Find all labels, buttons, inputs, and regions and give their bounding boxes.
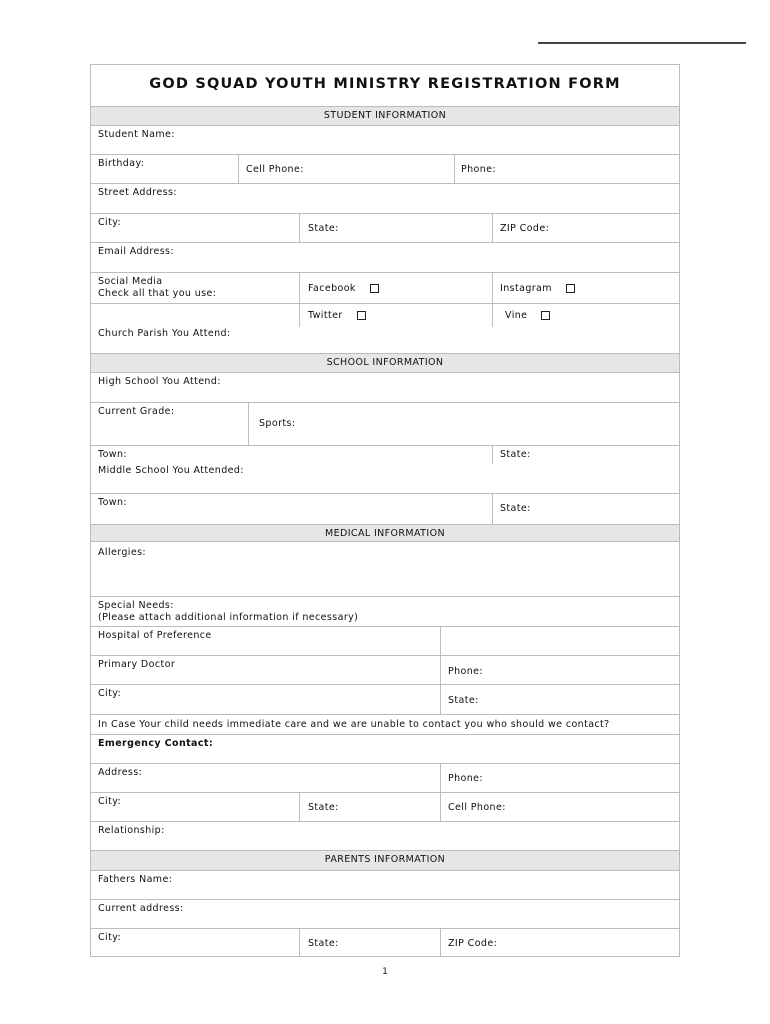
row-emergency-contact[interactable]	[91, 735, 679, 764]
doctor-label: Primary Doctor	[98, 659, 176, 670]
registration-form	[90, 64, 680, 957]
school-state-field[interactable]	[492, 446, 681, 464]
emergency-address-field[interactable]	[91, 764, 440, 792]
parent-zip-label: ZIP Code:	[448, 938, 498, 949]
social-label-cell	[91, 273, 299, 303]
row-grade	[91, 403, 679, 446]
row-email[interactable]	[91, 243, 679, 273]
doctor-phone-field[interactable]	[440, 656, 681, 684]
emergency-question: In Case Your child needs immediate care and we are unable to contact you who should we contact?	[98, 719, 610, 730]
sports-label: Sports:	[259, 418, 296, 429]
emergency-cell-field[interactable]	[440, 793, 681, 821]
twitter-checkbox[interactable]	[357, 311, 366, 320]
row-street[interactable]	[91, 184, 679, 214]
hospital-label: Hospital of Preference	[98, 630, 212, 641]
row-student-name[interactable]	[91, 126, 679, 155]
medical-state-field[interactable]	[440, 685, 681, 714]
grade-field[interactable]	[91, 403, 248, 445]
row-high-school[interactable]	[91, 373, 679, 403]
state-label: State:	[308, 223, 339, 234]
current-address-label: Current address:	[98, 903, 184, 914]
emergency-city-field[interactable]	[91, 793, 299, 821]
sports-field[interactable]	[248, 403, 681, 445]
section-student-title: STUDENT INFORMATION	[323, 110, 447, 121]
row-parent-city	[91, 929, 679, 957]
birthday-label: Birthday:	[98, 158, 145, 169]
social-sublabel: Check all that you use:	[98, 288, 217, 299]
instagram-cell	[492, 273, 681, 303]
row-relationship[interactable]	[91, 822, 679, 851]
row-town	[91, 446, 679, 464]
emergency-state-field[interactable]	[299, 793, 440, 821]
phone-label: Phone:	[461, 164, 497, 175]
twitter-cell	[299, 304, 492, 327]
zip-field[interactable]	[492, 214, 681, 242]
instagram-checkbox[interactable]	[566, 284, 575, 293]
row-allergies[interactable]	[91, 542, 679, 597]
facebook-cell	[299, 273, 492, 303]
row-social-2	[91, 304, 679, 327]
emergency-state-label: State:	[308, 802, 339, 813]
social-label: Social Media	[98, 276, 163, 287]
emergency-phone-field[interactable]	[440, 764, 681, 792]
state2-label: State:	[500, 503, 531, 514]
row-hospital	[91, 627, 679, 656]
birthday-field[interactable]	[91, 155, 238, 183]
emergency-city-label: City:	[98, 796, 122, 807]
emergency-address-label: Address:	[98, 767, 143, 778]
row-current-address[interactable]	[91, 900, 679, 929]
city-label: City:	[98, 217, 122, 228]
row-social-1	[91, 273, 679, 304]
street-label: Street Address:	[98, 187, 177, 198]
emergency-contact-label: Emergency Contact:	[98, 738, 214, 749]
cell-phone-label: Cell Phone:	[246, 164, 304, 175]
doctor-field[interactable]	[91, 656, 440, 684]
medical-state-label: State:	[448, 695, 479, 706]
allergies-label: Allergies:	[98, 547, 147, 558]
parent-city-label: City:	[98, 932, 122, 943]
school-state-label: State:	[500, 449, 531, 460]
relationship-label: Relationship:	[98, 825, 165, 836]
medical-city-label: City:	[98, 688, 122, 699]
town2-label: Town:	[98, 497, 127, 508]
parent-zip-field[interactable]	[440, 929, 681, 957]
vine-label: Vine	[505, 310, 528, 321]
emergency-cell-label: Cell Phone:	[448, 802, 506, 813]
section-parents-header	[91, 851, 679, 871]
state2-field[interactable]	[492, 494, 681, 524]
parent-city-field[interactable]	[91, 929, 299, 957]
special-needs-label: Special Needs:	[98, 600, 174, 611]
zip-label: ZIP Code:	[500, 223, 550, 234]
vine-cell	[492, 304, 681, 327]
special-needs-note: (Please attach additional information if necessary)	[98, 612, 359, 623]
row-medical-city	[91, 685, 679, 715]
father-label: Fathers Name:	[98, 874, 173, 885]
state-field[interactable]	[299, 214, 492, 242]
row-birthday	[91, 155, 679, 184]
hospital-extra-cell[interactable]	[440, 627, 681, 655]
row-special-needs[interactable]	[91, 597, 679, 627]
medical-city-field[interactable]	[91, 685, 440, 714]
page-number: 1	[382, 967, 388, 977]
signature-line	[538, 42, 746, 44]
parent-state-field[interactable]	[299, 929, 440, 957]
emergency-phone-label: Phone:	[448, 773, 484, 784]
section-medical-header	[91, 524, 679, 542]
city-field[interactable]	[91, 214, 299, 242]
hospital-field[interactable]	[91, 627, 440, 655]
row-doctor	[91, 656, 679, 685]
row-city	[91, 214, 679, 243]
twitter-label: Twitter	[308, 310, 343, 321]
vine-checkbox[interactable]	[541, 311, 550, 320]
row-emergency-address	[91, 764, 679, 793]
student-name-label: Student Name:	[98, 129, 175, 140]
instagram-label: Instagram	[500, 283, 552, 294]
parent-state-label: State:	[308, 938, 339, 949]
middle-school-label: Middle School You Attended:	[98, 465, 244, 476]
town-field[interactable]	[91, 446, 492, 464]
town-label: Town:	[98, 449, 127, 460]
email-label: Email Address:	[98, 246, 175, 257]
doctor-phone-label: Phone:	[448, 666, 484, 677]
town2-field[interactable]	[91, 494, 492, 524]
row-town-2	[91, 494, 679, 524]
row-father[interactable]	[91, 871, 679, 900]
row-middle-school[interactable]	[91, 464, 679, 494]
row-emergency-question	[91, 715, 679, 735]
form-title: GOD SQUAD YOUTH MINISTRY REGISTRATION FORM	[149, 76, 621, 92]
high-school-label: High School You Attend:	[98, 376, 221, 387]
church-label: Church Parish You Attend:	[98, 328, 231, 339]
section-school-title: SCHOOL INFORMATION	[326, 357, 444, 368]
phone-field[interactable]	[454, 155, 681, 183]
facebook-label: Facebook	[308, 283, 356, 294]
row-church[interactable]	[91, 327, 679, 354]
section-medical-title: MEDICAL INFORMATION	[325, 528, 445, 539]
section-parents-title: PARENTS INFORMATION	[324, 854, 446, 865]
facebook-checkbox[interactable]	[370, 284, 379, 293]
section-student-header	[91, 106, 679, 126]
cell-phone-field[interactable]	[238, 155, 454, 183]
grade-label: Current Grade:	[98, 406, 175, 417]
section-school-header	[91, 354, 679, 373]
row-emergency-city	[91, 793, 679, 822]
